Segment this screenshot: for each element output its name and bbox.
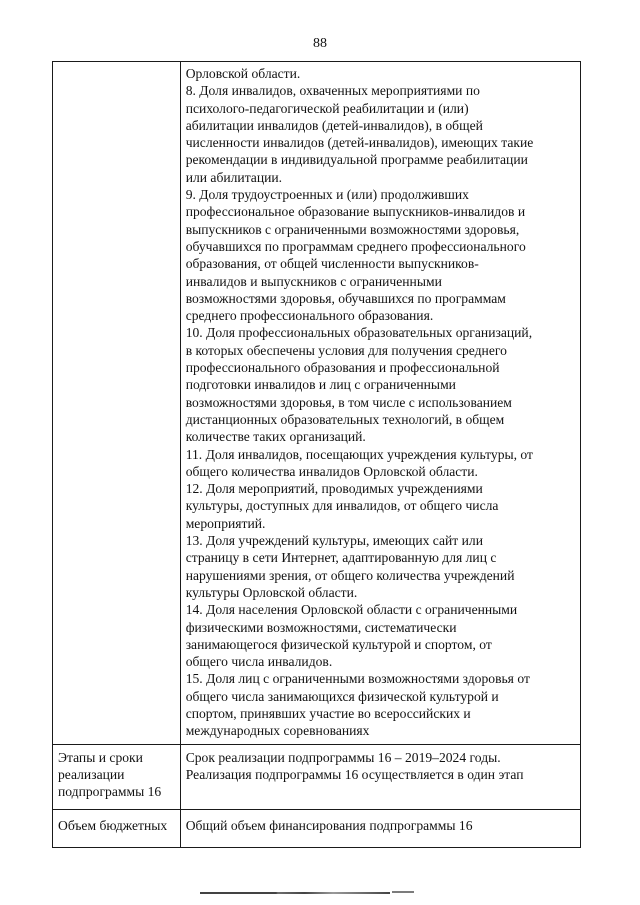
table-cell-indicators-text <box>180 62 580 745</box>
text-line: 9. Доля трудоустроенных и (или) продолживших <box>185 187 469 203</box>
text-line: 12. Доля мероприятий, проводимых учреждениями <box>185 481 483 497</box>
scan-footer-mark-tail <box>392 891 414 893</box>
text-line: 10. Доля профессиональных образовательных организаций, <box>185 325 533 341</box>
text-line: 14. Доля населения Орловской области с ограниченными <box>185 602 518 618</box>
page-number: 88 <box>313 36 327 51</box>
text-line: обучавшихся по программам среднего профессионального <box>185 238 526 254</box>
text-line: образования, от общей численности выпускников- <box>185 256 479 272</box>
text-line: профессионального образования и профессиональной <box>185 360 500 376</box>
table-cell-label-empty <box>53 62 181 745</box>
subprogram-passport-table <box>52 61 581 848</box>
text-line: 8. Доля инвалидов, охваченных мероприятиями по <box>185 83 480 99</box>
text-line: 13. Доля учреждений культуры, имеющих сайт или <box>185 533 483 549</box>
text-line: возможностями здоровья, в том числе с использованием <box>185 394 512 410</box>
text-line: общего количества инвалидов Орловской области. <box>185 463 478 479</box>
text-line: нарушениями зрения, от общего количества учреждений <box>185 567 515 583</box>
text-line: профессиональное образование выпускников-инвалидов и <box>185 204 526 220</box>
text-line: международных соревнованиях <box>185 723 370 739</box>
text-line: подготовки инвалидов и лиц с ограниченными <box>185 377 456 393</box>
text-line: страницу в сети Интернет, адаптированную для лиц с <box>185 550 497 566</box>
table-cell-budget-label <box>53 810 181 847</box>
text-line: подпрограммы 16 <box>58 784 162 800</box>
text-line: психолого-педагогической реабилитации и (или) <box>185 100 469 116</box>
table-row-stages <box>53 744 581 810</box>
text-line: численности инвалидов (детей-инвалидов), имеющих такие <box>185 135 534 151</box>
text-line: мероприятий. <box>185 515 266 531</box>
text-line: 11. Доля инвалидов, посещающих учреждения культуры, от <box>185 446 533 462</box>
text-line: Объем бюджетных <box>58 818 168 834</box>
text-line: 15. Доля лиц с ограниченными возможностями здоровья от <box>185 671 530 687</box>
text-line: дистанционных образовательных технологий, в общем <box>185 411 505 427</box>
text-line: в которых обеспечены условия для получения среднего <box>185 342 507 358</box>
text-line: физическими возможностями, систематически <box>185 619 457 635</box>
text-line: общего числа занимающихся физической культурой и <box>185 688 499 704</box>
text-line: рекомендации в индивидуальной программе реабилитации <box>185 152 528 168</box>
scan-footer-mark <box>200 892 390 894</box>
text-line: выпускников с ограниченными возможностями здоровья, <box>185 221 520 237</box>
text-line: или абилитации. <box>185 169 283 185</box>
text-line: инвалидов и выпускников с ограниченными <box>185 273 442 289</box>
text-line: Орловской области. <box>185 66 301 81</box>
table-row-budget <box>53 810 581 847</box>
text-line: занимающегося физической культурой и спортом, от <box>185 636 492 652</box>
table-cell-budget-text <box>180 810 580 847</box>
text-line: реализации <box>58 766 125 782</box>
table-cell-stages-text <box>180 744 580 810</box>
table-row-indicators <box>53 62 581 745</box>
text-line: количестве таких организаций. <box>185 429 366 445</box>
text-line: среднего профессионального образования. <box>185 308 434 324</box>
text-line: Реализация подпрограммы 16 осуществляется в один этап <box>185 766 524 782</box>
text-line: культуры, доступных для инвалидов, от общего числа <box>185 498 499 514</box>
text-line: общего числа инвалидов. <box>185 654 333 670</box>
text-line: Общий объем финансирования подпрограммы 16 <box>185 818 473 834</box>
text-line: абилитации инвалидов (детей-инвалидов), в общей <box>185 117 483 133</box>
text-line: культуры Орловской области. <box>185 584 358 600</box>
table-cell-stages-label <box>53 744 181 810</box>
text-line: спортом, принявших участие во всероссийских и <box>185 705 471 721</box>
text-line: возможностями здоровья, обучавшихся по программам <box>185 290 506 306</box>
text-line: Срок реализации подпрограммы 16 – 2019–2024 годы. <box>185 749 501 765</box>
text-line: Этапы и сроки <box>58 749 143 765</box>
